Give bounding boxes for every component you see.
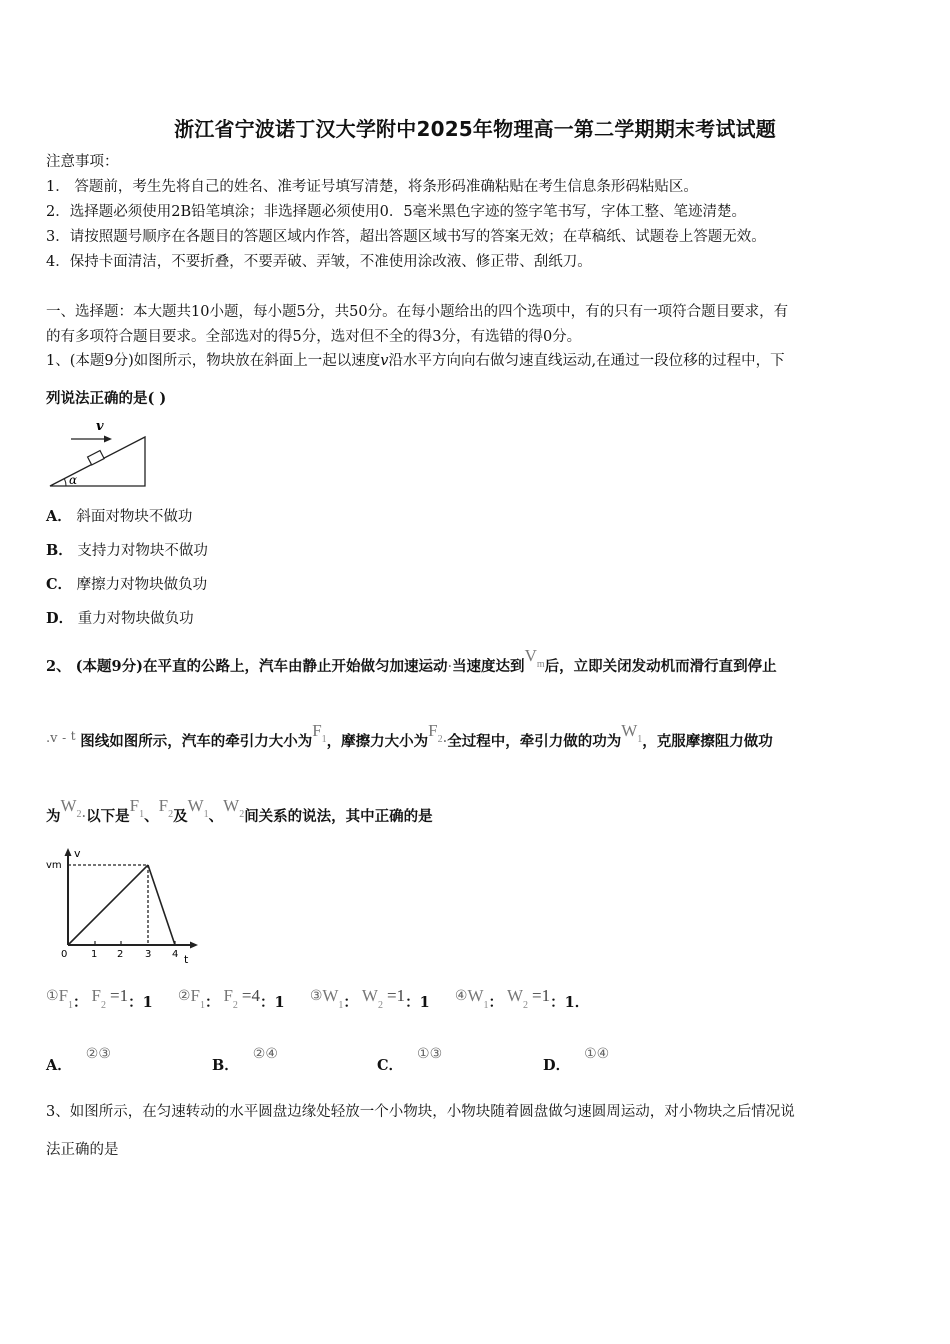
block-on-incline [88,451,105,465]
q2-stem-line2: .v - $^t$ 图线如图所示，汽车的牵引力大小为$F^1$，摩擦力大小为$F^2\cdot$全过程中，牵引力做的功为$W^1$，克服摩擦阻力做功 [46,721,773,750]
vt-graph [44,845,204,967]
t-axis-label: t [184,953,189,966]
notice-item: 1． 答题前，考生先将自己的姓名、准考证号填写清楚，将条形码准确粘贴在考生信息条形码粘贴区。 [46,179,698,195]
tick-label: 1 [91,949,98,960]
section-instructions: 一、选择题：本大题共10小题，每小题5分，共50分。在每小题给出的四个选项中，有的只有一项符合题目要求，有 [46,304,789,320]
v-axis-arrow [65,848,72,856]
accelerate-segment [68,865,148,945]
arrow-head [104,436,112,443]
t-axis-arrow [190,942,198,949]
notice-heading: 注意事项： [46,154,119,170]
velocity-label: v [96,419,104,434]
q2-option-b: B．②④ [212,1046,278,1074]
q2-option-c: C．①③ [377,1046,443,1074]
q1-option-a: A． 斜面对物块不做功 [46,508,193,525]
q3-stem: 3、如图所示，在匀速转动的水平圆盘边缘处轻放一个小物块，小物块随着圆盘做匀速圆周运动，对小物块之后情况说 [46,1104,795,1120]
vm-label: vm [46,860,62,871]
angle-label: α [69,473,78,487]
tick-label: 2 [117,949,124,960]
q1-option-b: B． 支持力对物块不做功 [46,542,208,559]
angle-arc [65,479,67,486]
q2-stem-line3: 为$W^2\cdot$以下是$F^1$、$F^2$及$W^1$、$W^2$间关系的说法，其中正确的是 [46,796,433,825]
section-instructions: 的有多项符合题目要求。全部选对的得5分，选对但不全的得3分，有选错的得0分。 [46,329,582,345]
notice-item: 3．请按照题号顺序在各题目的答题区域内作答，超出答题区域书写的答案无效；在草稿纸、试题卷上答题无效。 [46,229,766,245]
incline-figure [46,414,150,492]
tick-label: 3 [145,949,152,960]
q2-option-d: D．①④ [543,1046,610,1074]
q2-statements: $①F_1$： $F_2=1$：1 $②F_1$： $F_2=4$：1 $③W_1$： $W_2=1$：1 $④W_1$： $W_2=1$：1． [46,986,590,1011]
q3-stem-line2: 法正确的是 [46,1142,119,1158]
decelerate-segment [148,865,175,945]
q1-option-d: D． 重力对物块做负功 [46,610,194,627]
origin-label: 0 [61,949,68,960]
v-axis-label: v [74,847,81,860]
notice-item: 2．选择题必须使用2B铅笔填涂；非选择题必须使用0．5毫米黑色字迹的签字笔书写，字体工整、笔迹清楚。 [46,204,747,220]
q1-stem-line2: 列说法正确的是( ) [46,390,167,407]
tick-label: 4 [172,949,179,960]
page-title: 浙江省宁波诺丁汉大学附中2025年物理高一第二学期期末考试试题 [174,117,776,141]
q2-stem-line1: 2、 (本题9分)在平直的公路上，汽车由静止开始做匀加速运动·当速度达到$V^m$后，立即关闭发动机而滑行直到停止 [46,646,777,675]
notice-item: 4．保持卡面清洁，不要折叠，不要弄破、弄皱，不准使用涂改液、修正带、刮纸刀。 [46,254,592,270]
q2-option-a: A．②③ [46,1046,111,1074]
q1-stem: 1、(本题9分)如图所示，物块放在斜面上一起以速度v沿水平方向向右做匀速直线运动,在通过一段位移的过程中，下 [46,353,785,369]
q1-option-c: C． 摩擦力对物块做负功 [46,576,208,593]
